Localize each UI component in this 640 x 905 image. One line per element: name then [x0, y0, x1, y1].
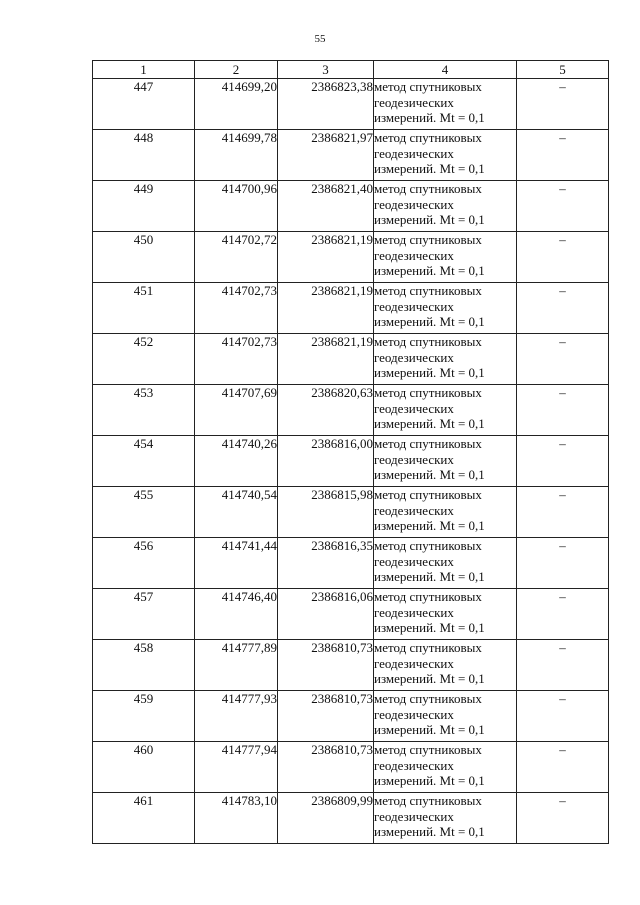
y-coordinate-cell: 2386810,73 [278, 640, 374, 691]
method-cell [374, 283, 517, 334]
method-cell [374, 742, 517, 793]
method-line: геодезических [374, 196, 454, 212]
x-coordinate-cell: 414777,89 [195, 640, 278, 691]
method-line: метод спутниковых [374, 589, 482, 604]
table-row [93, 742, 609, 793]
x-coordinate-cell: 414740,26 [195, 436, 278, 487]
table-row [93, 232, 609, 283]
x-coordinate-cell: 414746,40 [195, 589, 278, 640]
method-cell [374, 538, 517, 589]
method-line: геодезических [374, 553, 454, 569]
method-cell [374, 436, 517, 487]
x-coordinate-cell: 414741,44 [195, 538, 278, 589]
method-line: метод спутниковых [374, 691, 482, 706]
method-cell [374, 691, 517, 742]
method-line: геодезических [374, 247, 454, 263]
table-row [93, 793, 609, 844]
column-header-4: 4 [374, 61, 517, 79]
method-line: измерений. Mt = 0,1 [374, 314, 485, 329]
method-line: метод спутниковых [374, 181, 482, 196]
method-line: измерений. Mt = 0,1 [374, 569, 485, 584]
column-header-5: 5 [517, 61, 609, 79]
point-number-cell: 448 [93, 130, 195, 181]
note-dash-cell: – [517, 640, 609, 691]
method-line: геодезических [374, 655, 454, 671]
method-cell [374, 589, 517, 640]
table-row [93, 79, 609, 130]
point-number-cell: 457 [93, 589, 195, 640]
table-row [93, 691, 609, 742]
column-header-3: 3 [278, 61, 374, 79]
method-line: геодезических [374, 502, 454, 518]
table-row [93, 385, 609, 436]
method-line: геодезических [374, 349, 454, 365]
method-line: метод спутниковых [374, 385, 482, 400]
table-row [93, 487, 609, 538]
point-number-cell: 461 [93, 793, 195, 844]
column-header-1: 1 [93, 61, 195, 79]
column-header-2: 2 [195, 61, 278, 79]
method-line: измерений. Mt = 0,1 [374, 212, 485, 227]
page-number: 55 [314, 33, 326, 45]
point-number-cell: 452 [93, 334, 195, 385]
method-line: метод спутниковых [374, 487, 482, 502]
method-line: измерений. Mt = 0,1 [374, 773, 485, 788]
y-coordinate-cell: 2386816,06 [278, 589, 374, 640]
method-line: геодезических [374, 604, 454, 620]
note-dash-cell: – [517, 742, 609, 793]
method-line: метод спутниковых [374, 538, 482, 553]
table-row [93, 538, 609, 589]
method-line: метод спутниковых [374, 130, 482, 145]
method-line: геодезических [374, 400, 454, 416]
y-coordinate-cell: 2386810,73 [278, 742, 374, 793]
note-dash-cell: – [517, 538, 609, 589]
y-coordinate-cell: 2386816,35 [278, 538, 374, 589]
point-number-cell: 451 [93, 283, 195, 334]
method-line: измерений. Mt = 0,1 [374, 824, 485, 839]
x-coordinate-cell: 414777,93 [195, 691, 278, 742]
method-line: метод спутниковых [374, 334, 482, 349]
point-number-cell: 447 [93, 79, 195, 130]
point-number-cell: 455 [93, 487, 195, 538]
method-cell [374, 487, 517, 538]
method-line: измерений. Mt = 0,1 [374, 620, 485, 635]
point-number-cell: 460 [93, 742, 195, 793]
method-cell [374, 334, 517, 385]
table-header-row [93, 61, 609, 79]
method-line: геодезических [374, 706, 454, 722]
method-line: измерений. Mt = 0,1 [374, 722, 485, 737]
method-cell [374, 793, 517, 844]
method-line: измерений. Mt = 0,1 [374, 671, 485, 686]
note-dash-cell: – [517, 232, 609, 283]
method-line: метод спутниковых [374, 640, 482, 655]
note-dash-cell: – [517, 589, 609, 640]
x-coordinate-cell: 414699,20 [195, 79, 278, 130]
x-coordinate-cell: 414699,78 [195, 130, 278, 181]
y-coordinate-cell: 2386823,38 [278, 79, 374, 130]
point-number-cell: 453 [93, 385, 195, 436]
y-coordinate-cell: 2386821,19 [278, 334, 374, 385]
point-number-cell: 449 [93, 181, 195, 232]
method-line: метод спутниковых [374, 436, 482, 451]
method-cell [374, 79, 517, 130]
y-coordinate-cell: 2386820,63 [278, 385, 374, 436]
method-line: метод спутниковых [374, 232, 482, 247]
x-coordinate-cell: 414702,73 [195, 283, 278, 334]
x-coordinate-cell: 414702,72 [195, 232, 278, 283]
note-dash-cell: – [517, 385, 609, 436]
y-coordinate-cell: 2386810,73 [278, 691, 374, 742]
y-coordinate-cell: 2386815,98 [278, 487, 374, 538]
method-cell [374, 130, 517, 181]
y-coordinate-cell: 2386821,40 [278, 181, 374, 232]
table-row [93, 436, 609, 487]
point-number-cell: 458 [93, 640, 195, 691]
table-body [93, 79, 609, 844]
method-line: измерений. Mt = 0,1 [374, 263, 485, 278]
table-row [93, 640, 609, 691]
method-line: измерений. Mt = 0,1 [374, 161, 485, 176]
method-cell [374, 232, 517, 283]
x-coordinate-cell: 414700,96 [195, 181, 278, 232]
note-dash-cell: – [517, 334, 609, 385]
point-number-cell: 456 [93, 538, 195, 589]
note-dash-cell: – [517, 436, 609, 487]
point-number-cell: 459 [93, 691, 195, 742]
method-cell [374, 640, 517, 691]
method-line: геодезических [374, 145, 454, 161]
method-line: измерений. Mt = 0,1 [374, 365, 485, 380]
method-line: измерений. Mt = 0,1 [374, 467, 485, 482]
table-row [93, 589, 609, 640]
y-coordinate-cell: 2386809,99 [278, 793, 374, 844]
table-row [93, 334, 609, 385]
note-dash-cell: – [517, 79, 609, 130]
method-line: метод спутниковых [374, 79, 482, 94]
method-line: геодезических [374, 298, 454, 314]
method-line: метод спутниковых [374, 793, 482, 808]
method-line: измерений. Mt = 0,1 [374, 110, 485, 125]
note-dash-cell: – [517, 691, 609, 742]
method-line: метод спутниковых [374, 283, 482, 298]
table-row [93, 130, 609, 181]
note-dash-cell: – [517, 793, 609, 844]
y-coordinate-cell: 2386821,19 [278, 283, 374, 334]
x-coordinate-cell: 414702,73 [195, 334, 278, 385]
y-coordinate-cell: 2386821,19 [278, 232, 374, 283]
x-coordinate-cell: 414707,69 [195, 385, 278, 436]
method-line: геодезических [374, 808, 454, 824]
point-number-cell: 454 [93, 436, 195, 487]
table-row [93, 181, 609, 232]
note-dash-cell: – [517, 487, 609, 538]
table-row [93, 283, 609, 334]
method-line: геодезических [374, 94, 454, 110]
method-cell [374, 385, 517, 436]
y-coordinate-cell: 2386821,97 [278, 130, 374, 181]
method-line: геодезических [374, 451, 454, 467]
note-dash-cell: – [517, 130, 609, 181]
method-line: измерений. Mt = 0,1 [374, 518, 485, 533]
x-coordinate-cell: 414777,94 [195, 742, 278, 793]
x-coordinate-cell: 414740,54 [195, 487, 278, 538]
coordinates-table [92, 60, 609, 844]
method-line: геодезических [374, 757, 454, 773]
note-dash-cell: – [517, 283, 609, 334]
method-line: измерений. Mt = 0,1 [374, 416, 485, 431]
y-coordinate-cell: 2386816,00 [278, 436, 374, 487]
x-coordinate-cell: 414783,10 [195, 793, 278, 844]
note-dash-cell: – [517, 181, 609, 232]
point-number-cell: 450 [93, 232, 195, 283]
method-cell [374, 181, 517, 232]
method-line: метод спутниковых [374, 742, 482, 757]
